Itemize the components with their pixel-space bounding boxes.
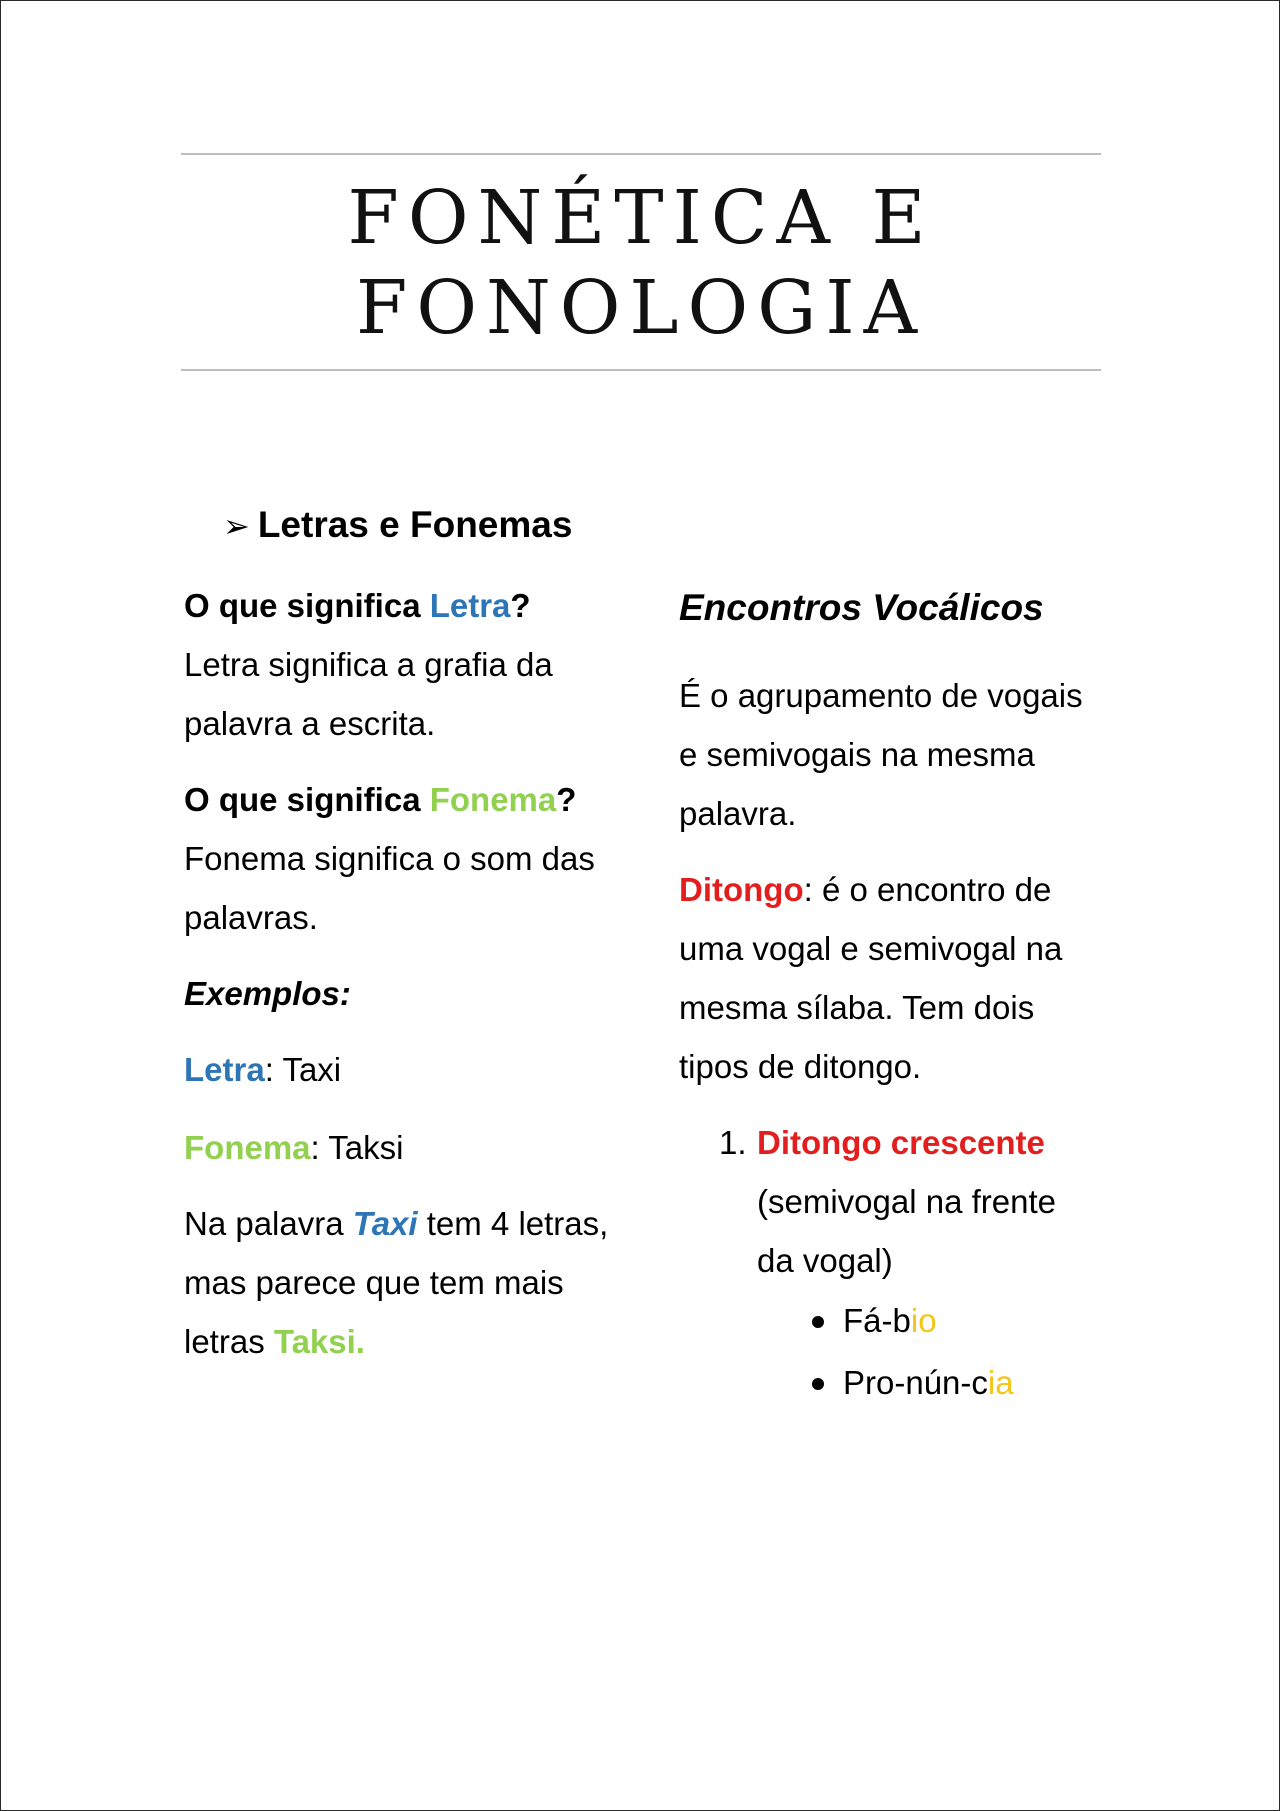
closing-word-taxi: Taxi [352,1205,418,1242]
closing-text-2: tem 4 letras, mas parece que tem mais letras [184,1205,609,1360]
title-line-2: FONOLOGIA [355,265,927,351]
intro-paragraph: É o agrupamento de vogais e semivogais na mesma palavra. [679,677,1083,832]
right-heading: Encontros Vocálicos [679,587,1044,628]
left-column [184,576,624,1388]
section-heading [223,497,572,554]
question-text: O que significa [184,781,430,818]
question-text: O que significa [184,587,430,624]
closing-word-taksi: Taksi. [273,1323,365,1360]
example-word-highlight: io [910,1302,937,1339]
example-term-letra: Letra [184,1051,265,1088]
example-value-letra: : Taxi [264,1051,342,1088]
question-fonema [184,770,624,947]
example-value-fonema: : Taksi [310,1129,404,1166]
title-rule-top [181,153,1101,155]
list-item [679,1290,1099,1352]
ditongo-paragraph [679,860,1099,1096]
example-word-base: Fá-b [843,1302,911,1339]
term-ditongo-crescente: Ditongo crescente [757,1124,1045,1161]
term-fonema: Fonema [429,781,557,818]
term-letra: Letra [429,587,511,624]
title-rule-bottom [181,369,1101,371]
question-mark: ? [556,781,577,818]
bullet-dot-icon [812,1378,824,1390]
numbered-list-item [679,1113,1099,1290]
example-bullet-list [679,1290,1099,1414]
list-number: 1. [719,1124,747,1161]
question-mark: ? [510,587,531,624]
ditongo-definition: : é o encontro de uma vogal e semivogal na mesma sílaba. Tem dois tipos de ditongo. [679,871,1063,1085]
closing-text-1: Na palavra [184,1205,353,1242]
example-letra [184,1040,624,1099]
examples-label: Exemplos: [184,975,351,1012]
example-word-base: Pro-nún-c [843,1364,988,1401]
answer-letra: Letra significa a grafia da palavra a escrita. [184,646,553,742]
example-word-highlight: ia [987,1364,1014,1401]
title-line-1: FONÉTICA E [347,175,935,261]
bullet-dot-icon [812,1316,824,1328]
arrow-bullet-icon: ➢ [223,508,250,544]
right-column [679,576,1099,1414]
section-heading-text: Letras e Fonemas [257,504,573,545]
example-term-fonema: Fonema [184,1129,311,1166]
question-letra [184,576,624,753]
term-ditongo: Ditongo [679,871,804,908]
example-fonema [184,1118,624,1177]
list-item-description: (semivogal na frente da vogal) [757,1183,1056,1279]
closing-paragraph [184,1194,624,1371]
document-title [181,173,1101,353]
list-item [679,1352,1099,1414]
answer-fonema: Fonema significa o som das palavras. [184,840,595,936]
